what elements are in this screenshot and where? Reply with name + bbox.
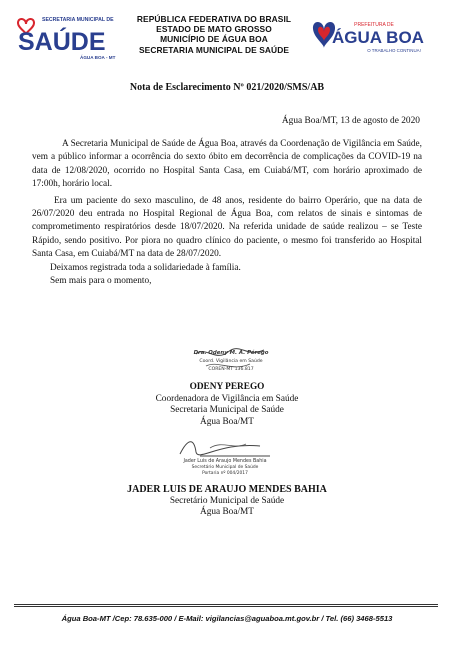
header-text [116, 14, 312, 55]
signer-name: ODENY PEREGO [189, 382, 265, 392]
stamp1-line: Coord. Vigilância em Saúde [199, 359, 263, 364]
signature-block-2 [0, 484, 454, 519]
agua-boa-logo [312, 12, 430, 62]
signer-city: Água Boa/MT [200, 507, 254, 518]
left-logo-word: SAÚDE [18, 28, 106, 56]
paragraph: Sem mais para o momento, [50, 276, 152, 287]
footer-divider [14, 604, 438, 605]
left-logo-line3: ÁGUA BOA - MT [80, 55, 116, 60]
header-line: MUNICÍPIO DE ÁGUA BOA [160, 34, 268, 45]
signer-city: Água Boa/MT [200, 416, 254, 427]
signature-block-1 [0, 382, 454, 428]
right-logo-tagline: O TRABALHO CONTINUA! [367, 48, 421, 53]
signature-stamp-2 [150, 432, 300, 478]
signer-role: Secretário Municipal de Saúde [169, 495, 285, 506]
right-logo-top: PREFEITURA DE [354, 22, 394, 28]
signer-name: JADER LUIS DE ARAUJO MENDES BAHIA [127, 484, 327, 495]
footer-contact: Água Boa-MT /Cep: 78.635-000 / E-Mail: vigilancias@aguaboa.mt.gov.br / Tel. (66) 3468-5513 [61, 614, 393, 623]
stamp2-line: Portaria nº 004/2017 [202, 471, 248, 476]
stamp2-line: Jader Luis de Araujo Mendes Bahia [183, 459, 267, 464]
right-logo-word: ÁGUA BOA [332, 28, 424, 47]
document-body [32, 138, 422, 288]
stamp1-line: COREN-MT 136.817 [208, 367, 254, 372]
paragraph: Deixamos registrada toda a solidariedade à família. [50, 262, 241, 273]
signer-department: Secretaria Municipal de Saúde [170, 405, 284, 416]
footer-divider [14, 606, 438, 607]
header-line: ESTADO DE MATO GROSSO [156, 24, 272, 35]
document-date: Água Boa/MT, 13 de agosto de 2020 [281, 116, 420, 126]
signer-role: Coordenadora de Vigilância em Saúde [155, 393, 299, 404]
left-logo-line1: SECRETARIA MUNICIPAL DE [42, 17, 114, 23]
header-line: SECRETARIA MUNICIPAL DE SAÚDE [138, 44, 290, 55]
stamp2-line: Secretário Municipal de Saúde [191, 465, 259, 470]
header-line: REPÚBLICA FEDERATIVA DO BRASIL [136, 14, 292, 24]
paragraph: A Secretaria Municipal de Saúde de Água Boa, através da Coordenação de Vigilância em Saúde, vem a público informar a ocorrência do sexto óbito em decorrência de complicações da COVID-19 na data de 12/08/2020, ocorrido no Hospital Santa Casa, em Cuiabá/MT, com horário aproximado de 17:00h, horário local. [32, 139, 422, 190]
stamp1-line: Dra. Odeny M. A. Pérego [193, 350, 269, 356]
paragraph: Era um paciente do sexo masculino, de 48 anos, residente do bairro Operário, que na data de 26/07/2020 deu entrada no Hospital Regional de Água Boa, com relatos de sinais e sintomas de comprometimento respiratórios desde 18/07/2020. Na referida unidade de saúde realizou – se Teste Rápido, sendo positivo. Por piora no quadro clínico do paciente, o mesmo foi transferido ao Hospital Santa Casa, em Cuiabá/MT na data de 28/07/2020. [32, 195, 422, 260]
document-title: Nota de Esclarecimento Nº 021/2020/SMS/AB [129, 82, 325, 93]
signature-stamp-1 [176, 344, 286, 382]
saude-logo [14, 10, 116, 62]
